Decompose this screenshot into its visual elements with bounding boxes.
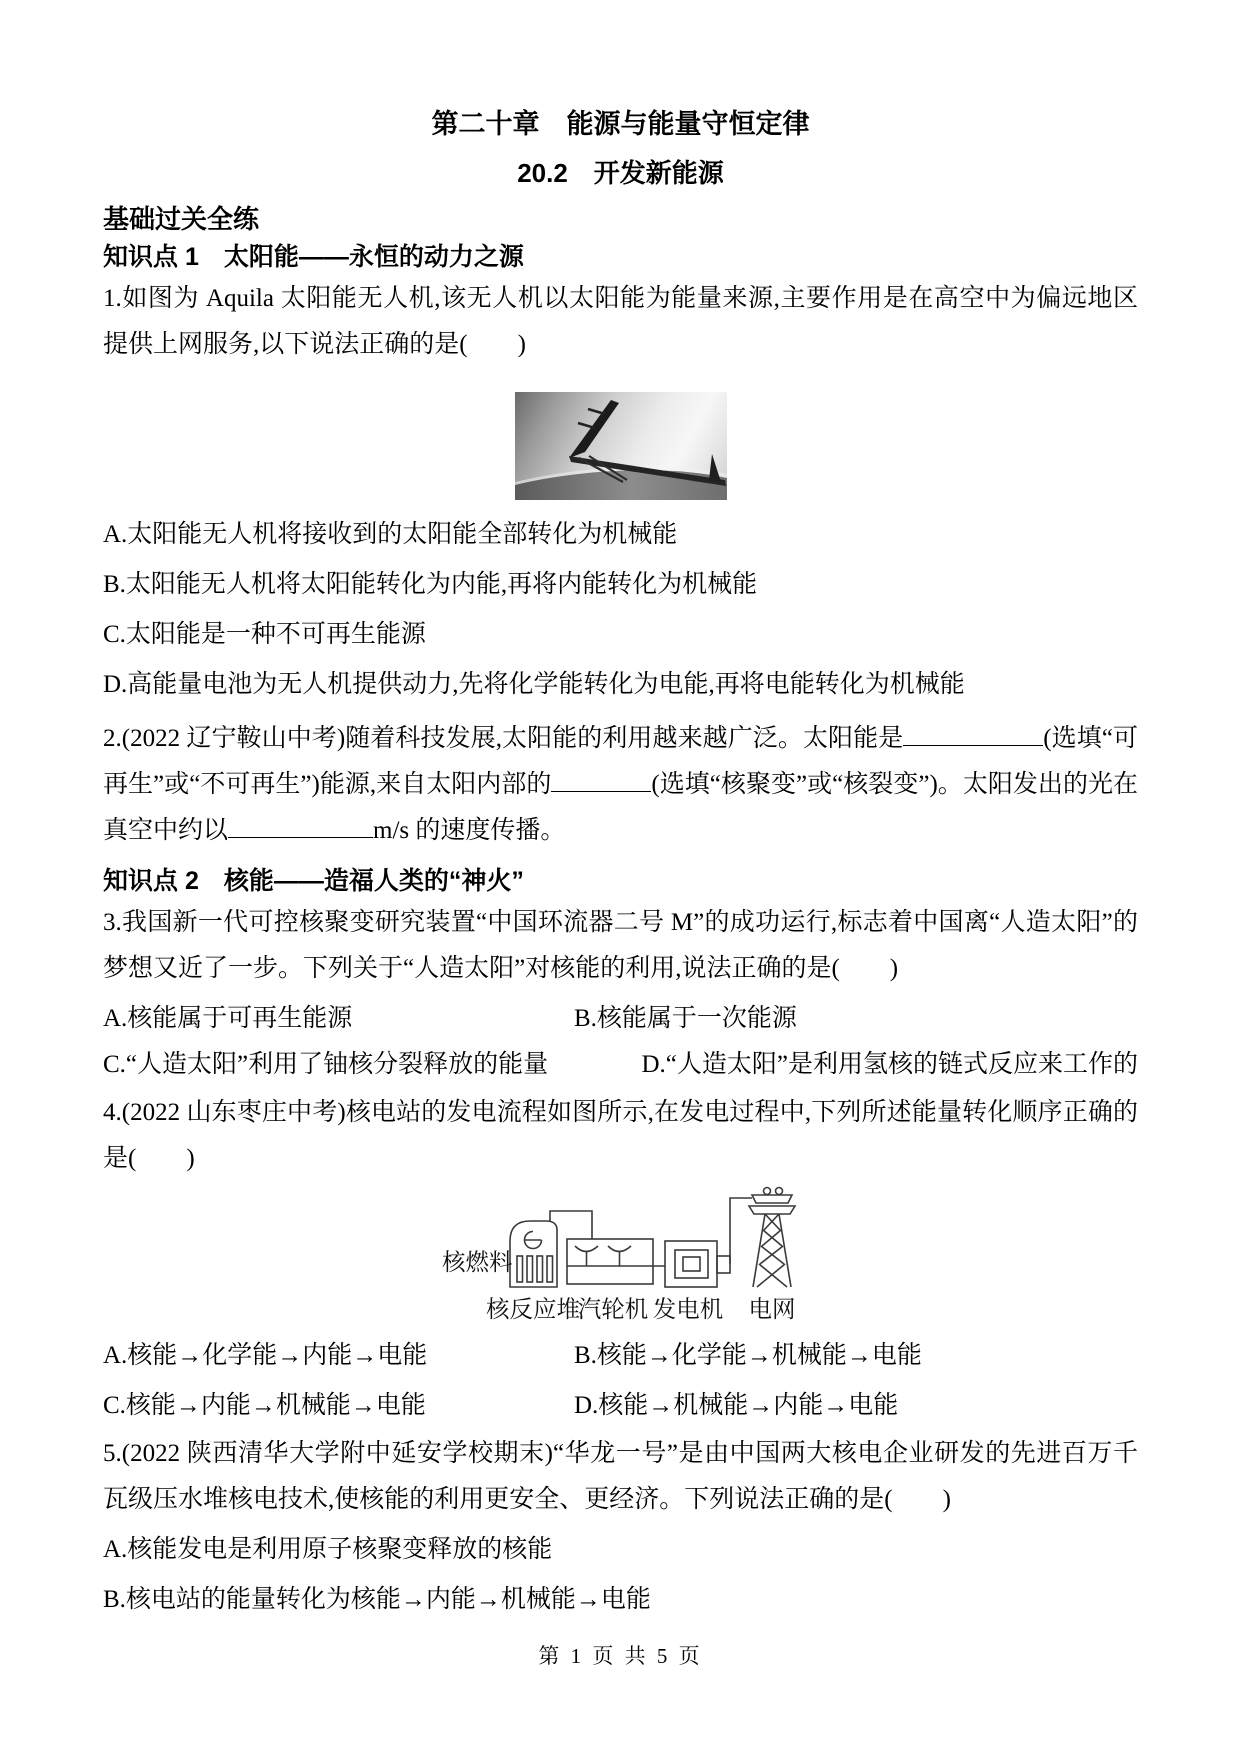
question-4-options-row-1 [103,1333,1138,1379]
blank-field [228,811,373,838]
blank-field [903,719,1043,746]
question-3-stem: 3.我国新一代可控核聚变研究装置“中国环流器二号 M”的成功运行,标志着中国离“人造太阳”的梦想又近了一步。下列关于“人造太阳”对核能的利用,说法正确的是( ) [103,909,1138,982]
option-b: B.太阳能无人机将太阳能转化为内能,再将内能转化为机械能 [103,571,758,598]
power-plant-flow-illustration [440,1184,810,1329]
drone-silhouette-illustration [515,392,727,500]
option-d: D.“人造太阳”是利用氢核的链式反应来工作的 [641,1051,1138,1078]
blank-field [551,765,651,792]
page-number: 第 1 页 共 5 页 [538,1644,703,1668]
option-c: C.太阳能是一种不可再生能源 [103,621,426,648]
option-a: A.核能发电是利用原子核聚变释放的核能 [103,1536,553,1563]
option-b: B.核能属于一次能源 [574,1005,797,1032]
power-plant-diagram [440,1184,810,1329]
q2-text-4: m/s 的速度传播。 [373,817,566,844]
option-a: A.核能属于可再生能源 [103,1005,353,1032]
question-4-stem: 4.(2022 山东枣庄中考)核电站的发电流程如图所示,在发电过程中,下列所述能量转化顺序正确的是( ) [103,1099,1138,1172]
option-b: B.核能→化学能→机械能→电能 [574,1342,922,1369]
option-d: D.高能量电池为无人机提供动力,先将化学能转化为电能,再将电能转化为机械能 [103,671,965,698]
option-a: A.太阳能无人机将接收到的太阳能全部转化为机械能 [103,521,678,548]
section-title: 20.2 开发新能源 [517,158,724,188]
page-content [103,98,1138,1627]
question-1-stem: 1.如图为 Aquila 太阳能无人机,该无人机以太阳能为能量来源,主要作用是在高空中为偏远地区提供上网服务,以下说法正确的是( ) [103,285,1138,358]
question-3-options-row-1 [103,996,1138,1042]
question-3-options-row-2 [103,1042,1138,1088]
turbine-label: 汽轮机 [577,1297,649,1323]
q2-text-1: 2.(2022 辽宁鞍山中考)随着科技发展,太阳能的利用越来越广泛。太阳能是 [103,725,904,752]
question-5-options [103,1527,1138,1623]
q2-text-3: (选填“核聚变”或“核裂变”)。太阳发出的光在真空中约以 [103,771,1138,844]
option-d: D.核能→机械能→内能→电能 [574,1392,899,1419]
q2-text-2: (选填“可再生”或“不可再生”)能源,来自太阳内部的 [103,725,1139,798]
knowledge-point-2-title: 知识点 2 核能——造福人类的“神火” [103,867,524,895]
option-b: B.核电站的能量转化为核能→内能→机械能→电能 [103,1586,651,1613]
grid-label: 电网 [748,1297,796,1323]
chapter-title: 第二十章 能源与能量守恒定律 [431,109,810,139]
question-5-stem: 5.(2022 陕西清华大学附中延安学校期末)“华龙一号”是由中国两大核电企业研发的先进百万千瓦级压水堆核电技术,使核能的利用更安全、更经济。下列说法正确的是( ) [103,1440,1138,1513]
question-1-options [103,512,1138,708]
knowledge-point-1-title: 知识点 1 太阳能——永恒的动力之源 [103,243,524,271]
block-header: 基础过关全练 [103,204,260,234]
drone-photo [515,392,727,500]
reactor-label: 核反应堆 [486,1297,580,1323]
option-a: A.核能→化学能→内能→电能 [103,1342,428,1369]
fuel-label: 核燃料 [442,1250,513,1276]
option-c: C.核能→内能→机械能→电能 [103,1392,426,1419]
question-2-stem [103,716,1138,854]
generator-label: 发电机 [652,1297,724,1323]
question-4-options-row-2 [103,1383,1138,1429]
option-c: C.“人造太阳”利用了铀核分裂释放的能量 [103,1051,549,1078]
